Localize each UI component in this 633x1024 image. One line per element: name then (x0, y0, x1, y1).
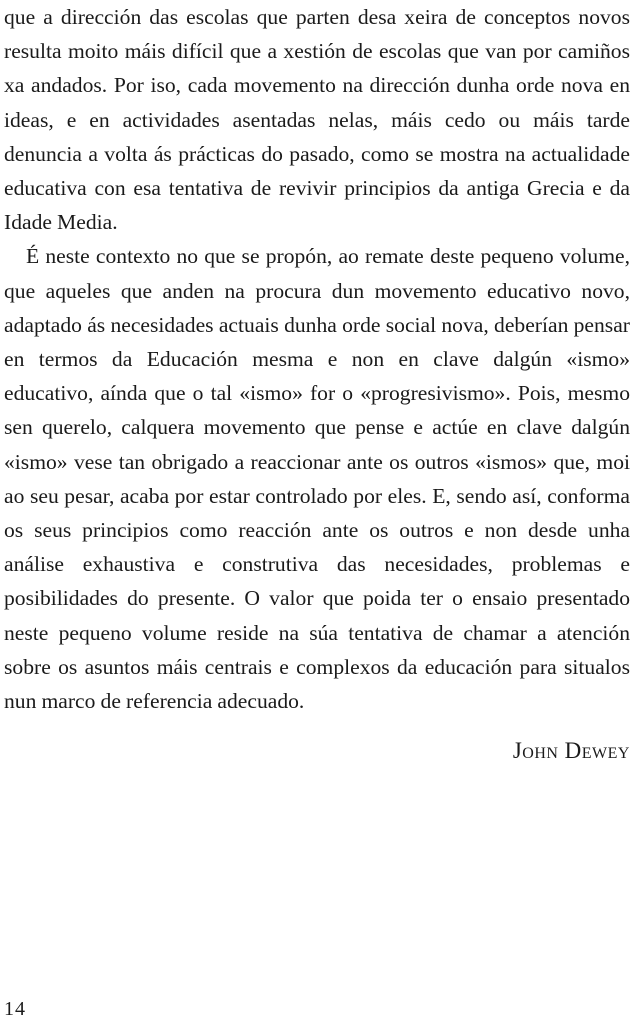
body-paragraph-2: É neste contexto no que se propón, ao remate deste pequeno volume, que aqueles que anden na procura dun movemento educativo novo, adaptado ás necesidades actuais dunha orde social nova, deberían pensar en termos da Educación mesma e non en clave dalgún «ismo» educativo, aínda que o tal «ismo» for o «progresivismo». Pois, mesmo sen querelo, calquera movemento que pense e actúe en clave dalgún «ismo» vese tan obrigado a reaccionar ante os outros «ismos» que, moi ao seu pesar, acaba por estar controlado por eles. E, sendo así, conforma os seus principios como reacción ante os outros e non desde unha análise exhaustiva e construtiva das necesidades, problemas e posibilidades do presente. O valor que poida ter o ensaio presentado neste pequeno volume reside na súa tentativa de chamar a atención sobre os asuntos máis centrais e complexos da educación para situalos nun marco de referencia adecuado. (4, 244, 630, 714)
page-body (4, 0, 630, 718)
page-number: 14 (4, 998, 26, 1020)
body-paragraph-1: que a dirección das escolas que parten desa xeira de conceptos novos resulta moito máis difícil que a xestión de escolas que van por camiños xa andados. Por iso, cada movemento na dirección dunha orde nova en ideas, e en actividades asentadas nelas, máis cedo ou máis tarde denuncia a volta ás prácticas do pasado, como se mostra na actualidade educativa con esa tentativa de revivir principios da antiga Grecia e da Idade Media. (4, 5, 630, 235)
author-signature: John Dewey (512, 738, 630, 763)
